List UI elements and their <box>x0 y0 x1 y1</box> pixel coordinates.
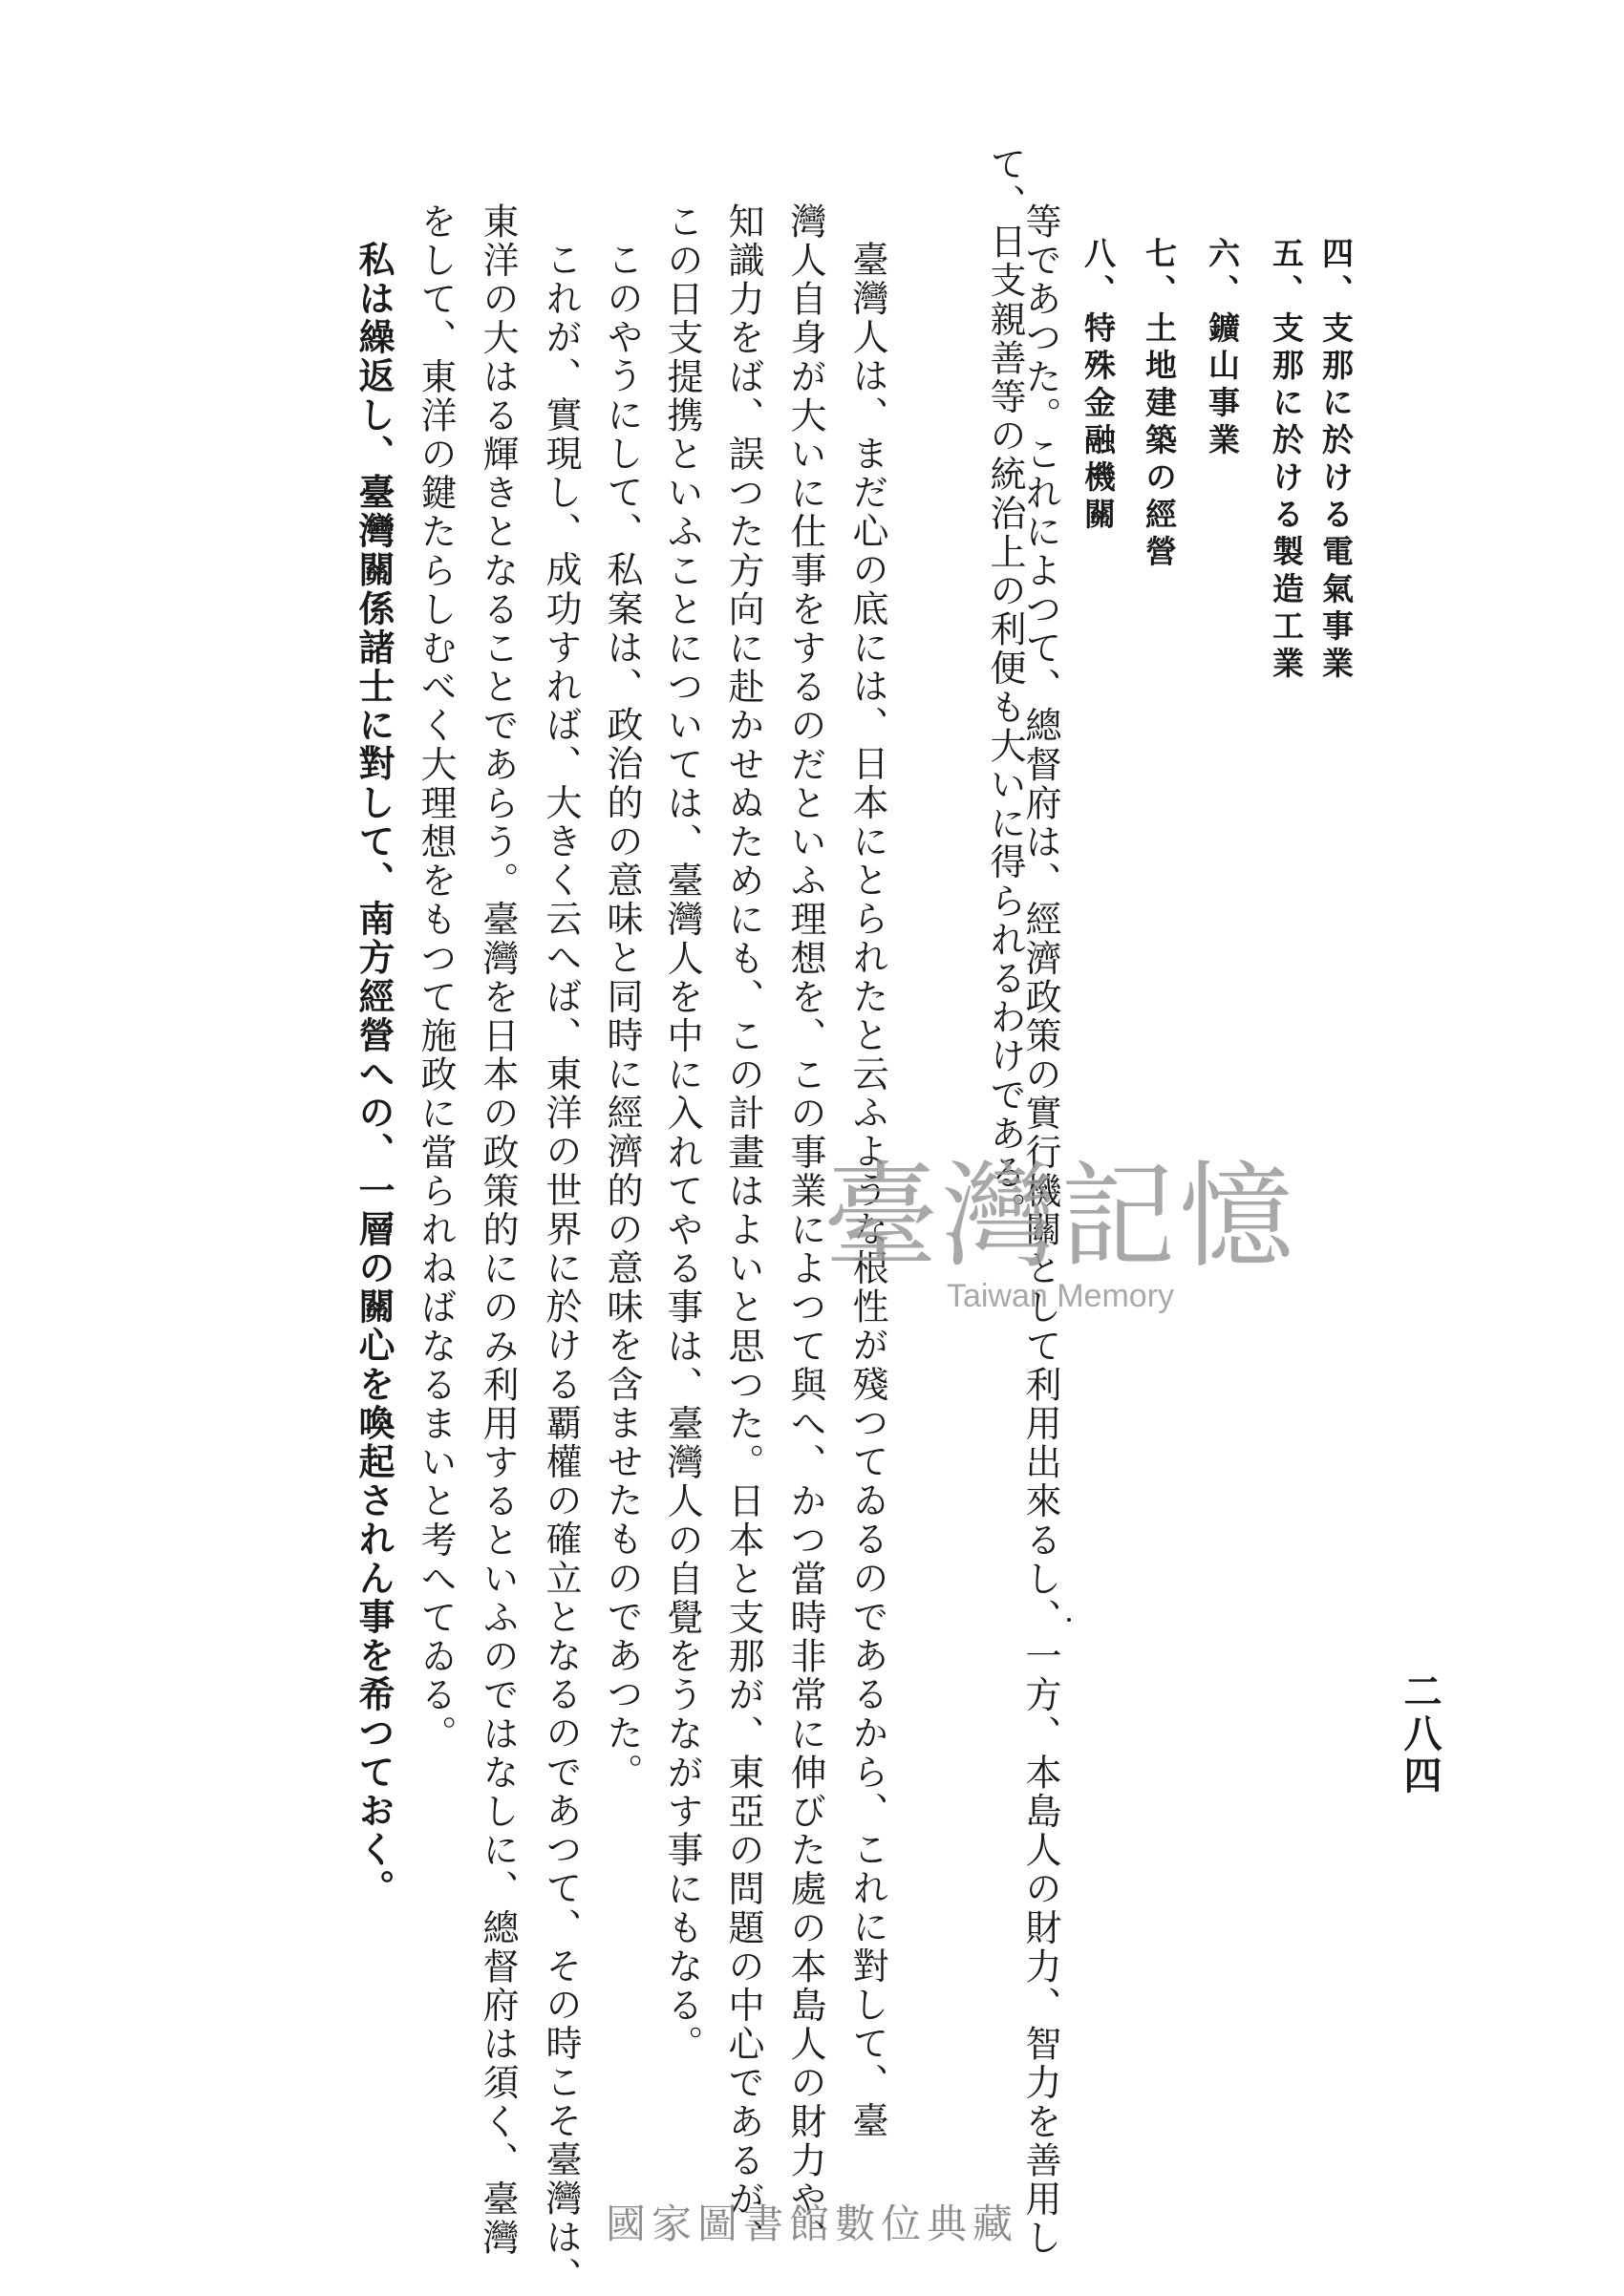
text-column-7: このやうにして、私案は、政治的の意味と同時に經濟的の意味を含ませたものであつた。 <box>601 241 643 1792</box>
footer-caption: 國家圖書館數位典藏 <box>605 2200 1018 2247</box>
text-column-1: て、日支親善等の統治上の利便も大いに得られるわけである。 <box>984 145 1026 1231</box>
list-item-5: 五、支那に於ける製造工業 <box>1268 237 1305 684</box>
text-column-4: 灣人自身が大いに仕事をするのだといふ理想を、この事業によつて與へ、かつ當時非常に伸びた處の本島人の財力や、 <box>784 202 826 2258</box>
list-item-6: 六、鑛山事業 <box>1204 237 1241 460</box>
text-column-10: をして、東洋の鍵たらしむべく大理想をもつて施政に當られねばなるまいと考へてゐる。 <box>415 202 457 1754</box>
list-item-7: 七、土地建築の經營 <box>1141 237 1178 572</box>
list-item-8: 八、特殊金融機關 <box>1079 237 1117 535</box>
text-column-11: 私は繰返し、臺灣關係諸士に對して、南方經營への、一層の關心を喚起されん事を希つておく。 <box>353 241 395 1908</box>
ink-dot <box>1067 1618 1071 1622</box>
text-column-6: この日支提携といふことについては、臺灣人を中に入れてやる事は、臺灣人の自覺をうながす事にもなる。 <box>661 202 703 2064</box>
page-number: 二八四 <box>1398 1671 1442 1797</box>
watermark-subtitle: Taiwan Memory <box>946 1278 1175 1314</box>
text-column-3: 臺灣人は、まだ心の底には、日本にとられたと云ふような根性が殘つてゐるのであるから、これに對して、臺 <box>846 241 888 2141</box>
text-column-2: 等であつた。これによつて、總督府は、經濟政策の實行機關として利用出來るし、一方、本島人の財力、智力を善用し <box>1019 202 1061 2258</box>
list-item-4: 四、支那に於ける電氣事業 <box>1317 237 1355 684</box>
text-column-9: 東洋の大はる輝きとなることであらう。臺灣を日本の政策的にのみ利用するといふのではなしに、總督府は須く、臺灣 <box>477 202 519 2258</box>
text-column-5: 知識力をば、誤つた方向に赴かせぬためにも、この計畫はよいと思つた。日本と支那が、東亞の問題の中心であるが、 <box>722 202 764 2258</box>
text-column-8: これが、實現し、成功すれば、大きく云へば、東洋の世界に於ける覇權の確立となるのであつて、その時こそ臺灣は、 <box>540 241 582 2296</box>
watermark-title: 臺灣記憶 <box>823 1151 1297 1284</box>
watermark <box>822 1151 1299 1323</box>
